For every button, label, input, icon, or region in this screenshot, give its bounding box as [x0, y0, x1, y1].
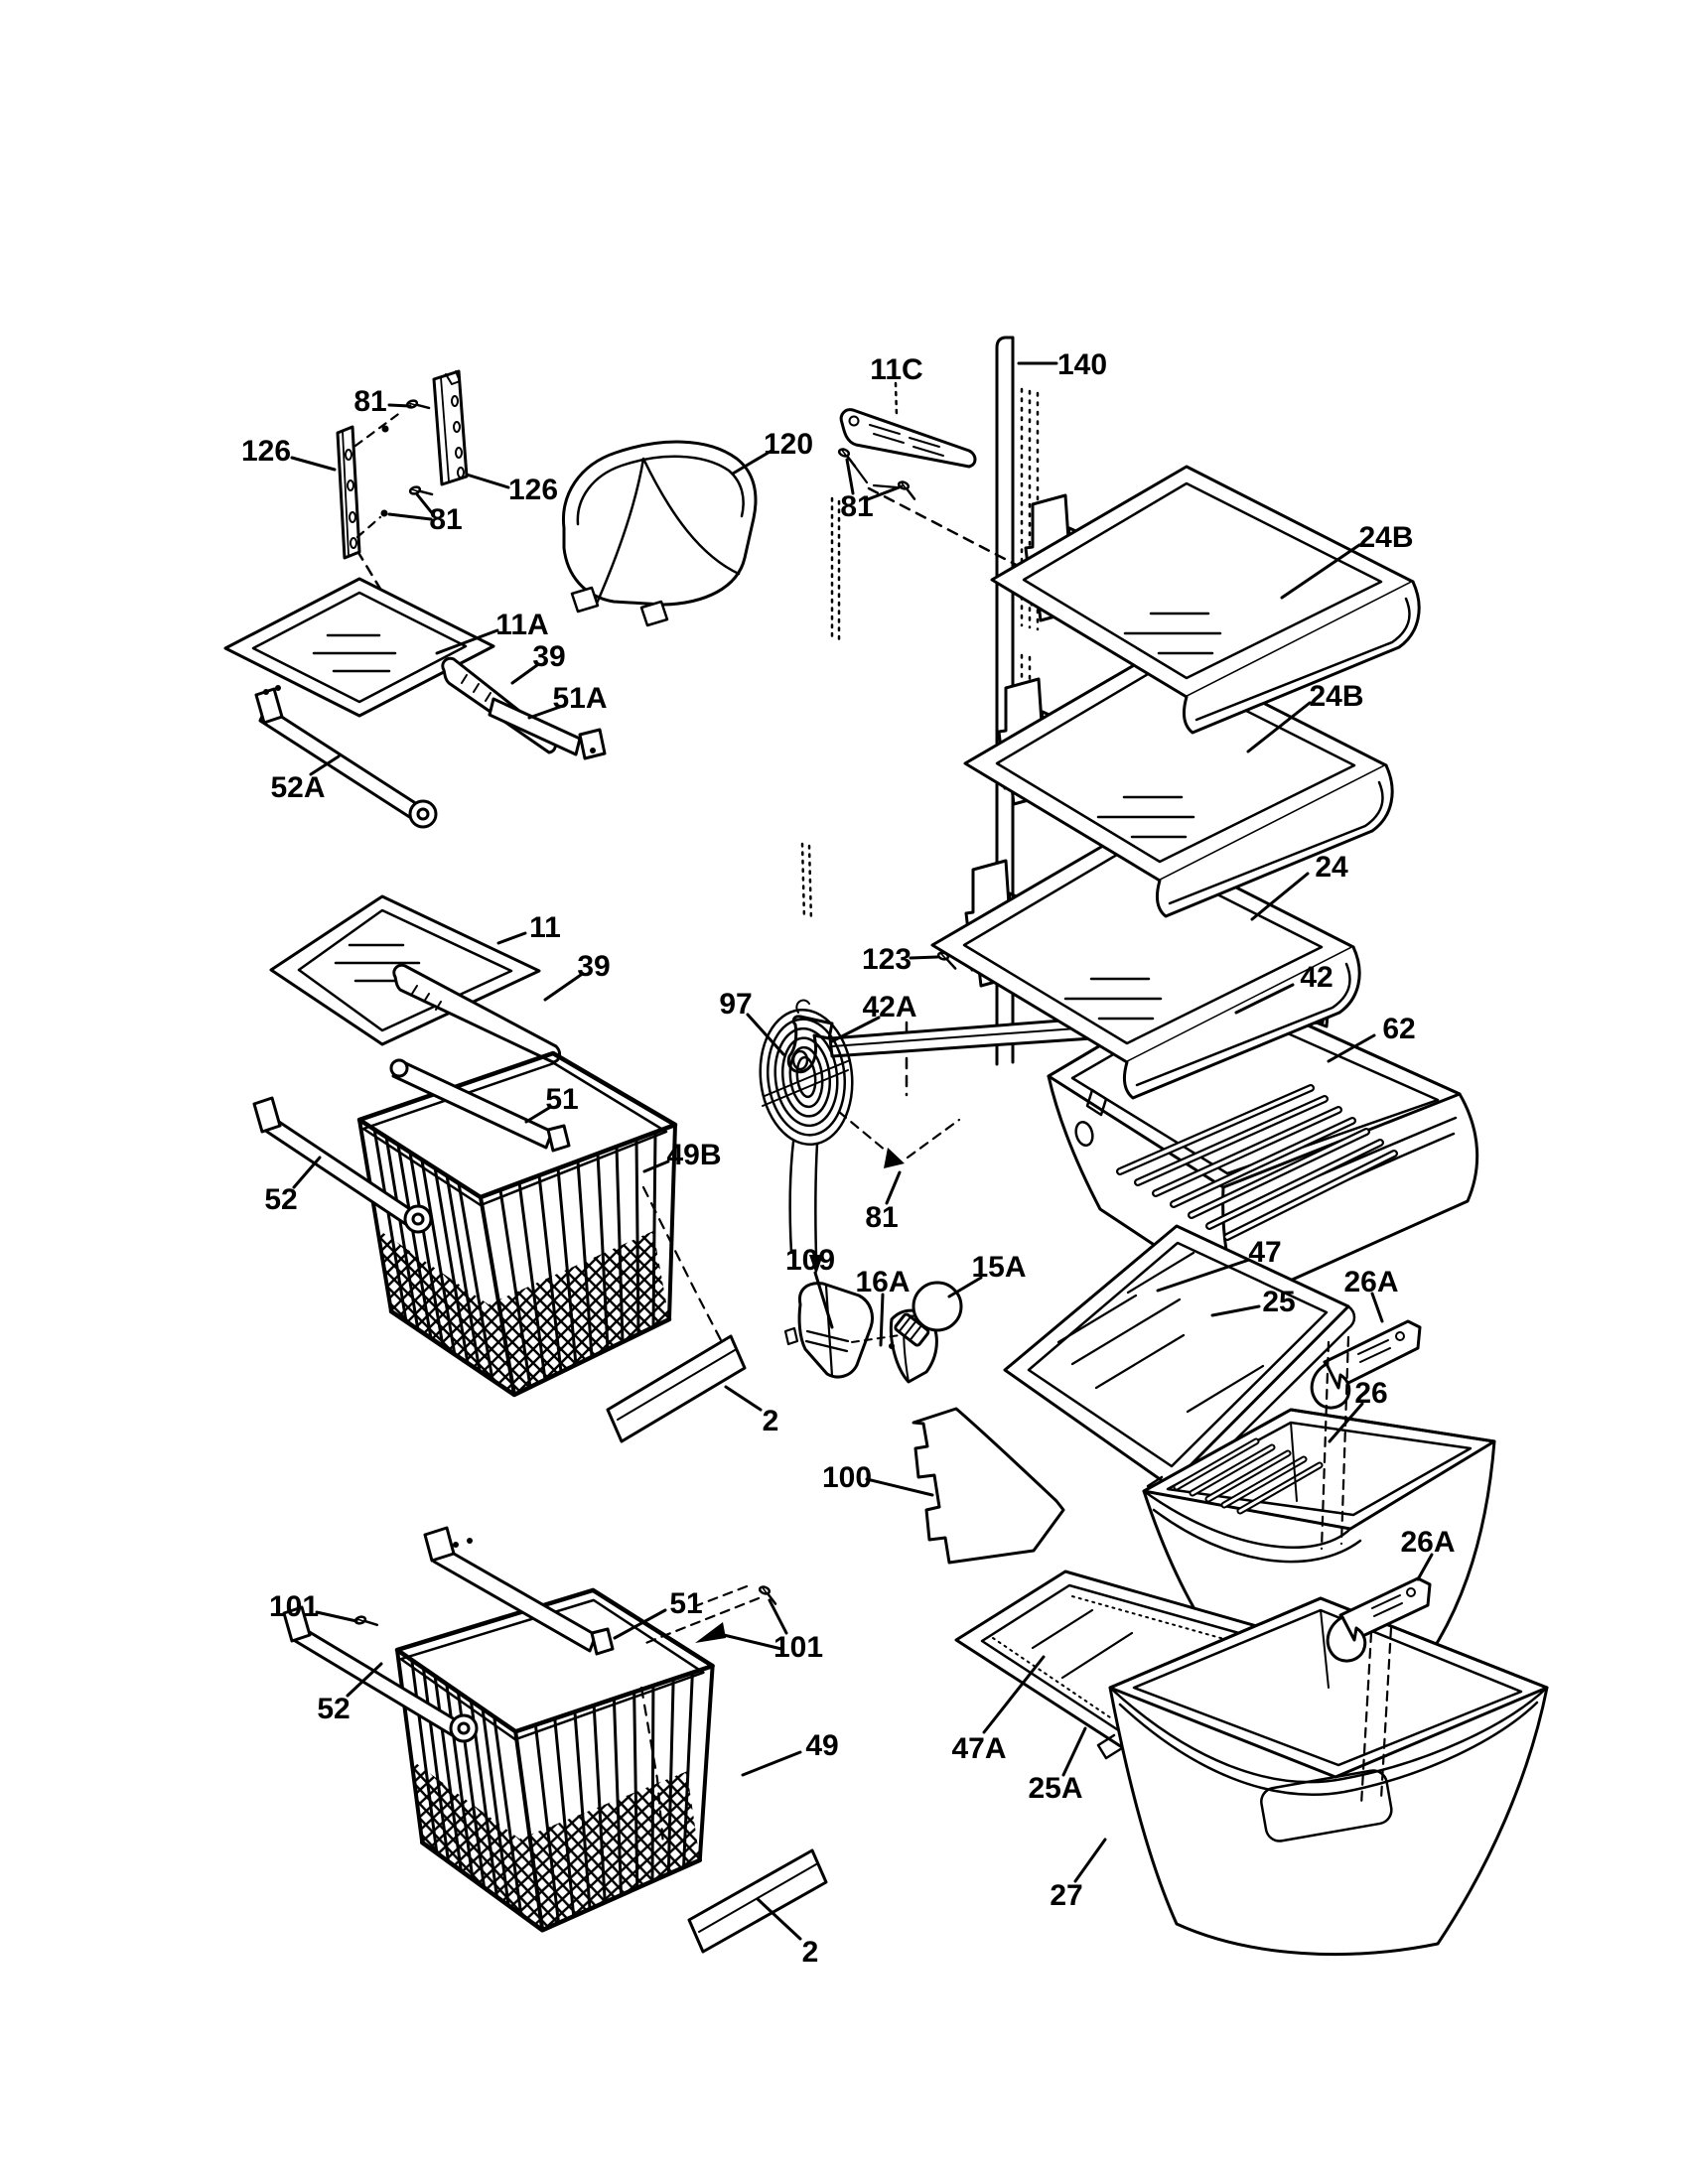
leader-line-81	[389, 405, 410, 406]
part-label-101-36: 101	[268, 1590, 320, 1623]
part-label-39-11: 39	[532, 640, 566, 673]
part-label-2-44: 2	[801, 1936, 819, 1969]
part-label-16a-30: 16A	[855, 1266, 911, 1298]
part-label-11a-10: 11A	[495, 609, 549, 641]
part-label-51a-12: 51A	[552, 682, 608, 715]
door-bin-120	[563, 442, 755, 625]
part-label-81-0: 81	[353, 385, 387, 418]
part-label-109-29: 109	[784, 1244, 836, 1277]
dashed-pointer-81-mid	[839, 1112, 959, 1168]
shelf-bracket-100	[913, 1409, 1063, 1563]
leader-line-39	[545, 975, 581, 1000]
screw-101-left	[354, 1613, 376, 1630]
part-label-81-25: 81	[865, 1201, 899, 1234]
leader-line-49	[743, 1752, 800, 1775]
shelf-support-rail-11C	[841, 410, 975, 467]
part-label-25a-42: 25A	[1028, 1772, 1083, 1805]
part-label-100-34: 100	[821, 1461, 873, 1494]
part-label-120-4: 120	[763, 428, 814, 461]
basket-rail-52-lower	[284, 1607, 477, 1741]
leader-line-16a	[881, 1295, 883, 1345]
part-label-26-32: 26	[1354, 1377, 1388, 1410]
part-label-97-18: 97	[719, 988, 753, 1021]
part-label-47-26: 47	[1248, 1236, 1282, 1269]
part-label-26a-35: 26A	[1400, 1526, 1456, 1559]
part-label-126-2: 126	[507, 474, 559, 506]
liner-dotted-reference-lines	[802, 498, 839, 921]
part-label-24-14: 24	[1315, 851, 1348, 884]
leader-line-2	[726, 1387, 761, 1410]
part-label-26a-28: 26A	[1343, 1266, 1399, 1298]
part-label-11c-5: 11C	[870, 353, 923, 386]
part-label-126-1: 126	[240, 435, 292, 468]
mounting-bracket-126-right	[434, 371, 467, 484]
part-label-51-37: 51	[669, 1587, 703, 1620]
part-label-15a-31: 15A	[971, 1251, 1027, 1284]
leader-line-11	[498, 933, 525, 943]
part-label-51-22: 51	[545, 1083, 579, 1116]
screw-101-right	[757, 1585, 779, 1603]
part-label-49b-23: 49B	[666, 1139, 722, 1171]
leader-line-51	[615, 1610, 665, 1638]
part-label-39-21: 39	[577, 950, 611, 983]
part-label-52a-13: 52A	[270, 771, 326, 804]
leader-line-81	[887, 1172, 900, 1203]
part-label-140-6: 140	[1056, 348, 1108, 381]
part-label-42-16: 42	[1300, 961, 1333, 994]
part-label-52-24: 52	[264, 1183, 298, 1216]
leader-line-123	[911, 957, 937, 958]
leader-line-81	[389, 514, 431, 519]
leader-line-52	[294, 1158, 320, 1187]
trim-strip-2-upper	[608, 1336, 745, 1441]
part-label-25-27: 25	[1262, 1286, 1296, 1318]
freezer-basket-49	[387, 1583, 715, 1936]
leader-line-100	[867, 1479, 932, 1495]
leader-line-126	[467, 475, 508, 487]
part-label-47a-41: 47A	[951, 1732, 1007, 1765]
leader-line-11c	[896, 383, 897, 416]
part-label-81-7: 81	[840, 490, 874, 523]
leader-line-101	[770, 1600, 786, 1633]
part-label-123-15: 123	[861, 943, 912, 976]
part-label-24b-9: 24B	[1309, 680, 1364, 713]
part-label-2-33: 2	[762, 1405, 779, 1437]
leader-line-81	[847, 460, 853, 493]
part-label-27-43: 27	[1050, 1879, 1083, 1912]
part-label-101-38: 101	[772, 1631, 824, 1664]
leader-line-25a	[1063, 1728, 1085, 1775]
part-label-11-20: 11	[529, 911, 561, 944]
part-label-52-39: 52	[317, 1693, 351, 1725]
part-label-49-40: 49	[805, 1729, 839, 1762]
part-label-24b-8: 24B	[1358, 521, 1414, 554]
part-label-62-19: 62	[1382, 1013, 1416, 1045]
leader-line-27	[1075, 1840, 1105, 1881]
part-label-81-3: 81	[429, 503, 463, 536]
line-art	[225, 338, 1547, 1955]
leader-line-126	[292, 458, 335, 470]
basket-rail-51-upper	[391, 1060, 569, 1151]
part-label-42a-17: 42A	[862, 991, 917, 1024]
leader-line-101	[317, 1612, 356, 1621]
